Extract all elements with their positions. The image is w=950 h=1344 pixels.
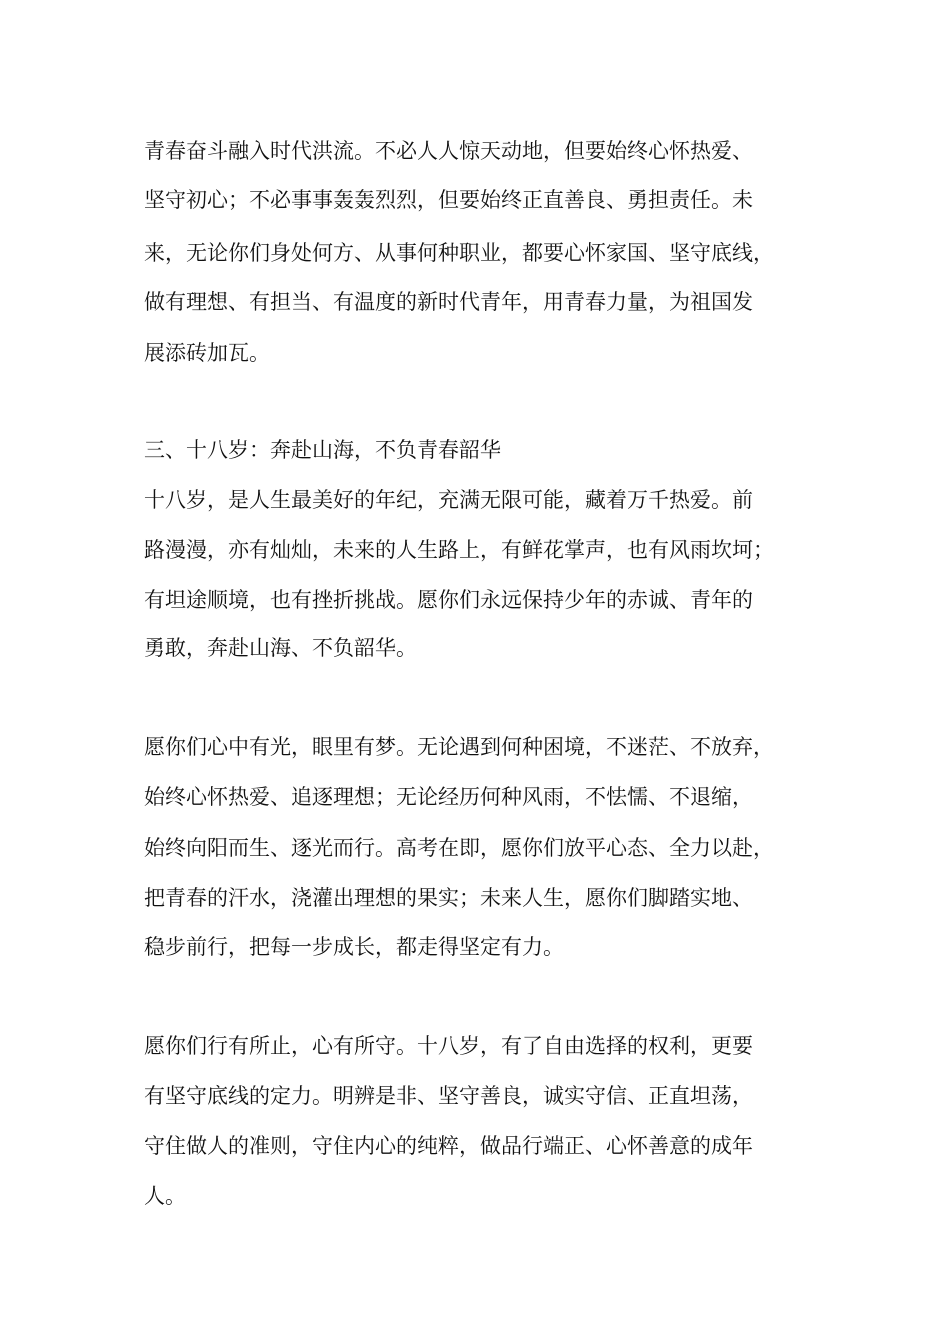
- paragraph-3-line: 始终心怀热爱、追逐理想；无论经历何种风雨，不怯懦、不退缩，: [144, 785, 753, 809]
- paragraph-1-line: 来，无论你们身处何方、从事何种职业，都要心怀家国、坚守底线，: [144, 241, 774, 265]
- section-heading: 三、十八岁：奔赴山海，不负青春韶华: [144, 438, 501, 462]
- paragraph-1-line: 做有理想、有担当、有温度的新时代青年，用青春力量，为祖国发: [144, 290, 753, 314]
- paragraph-2-line: 十八岁，是人生最美好的年纪，充满无限可能，藏着万千热爱。前: [144, 488, 753, 512]
- paragraph-2-line: 路漫漫，亦有灿灿，未来的人生路上，有鲜花掌声，也有风雨坎坷；: [144, 538, 774, 562]
- paragraph-4-line: 守住做人的准则，守住内心的纯粹，做品行端正、心怀善意的成年: [144, 1134, 753, 1158]
- paragraph-3-line: 把青春的汗水，浇灌出理想的果实；未来人生，愿你们脚踏实地、: [144, 886, 753, 910]
- paragraph-3-line: 始终向阳而生、逐光而行。高考在即，愿你们放平心态、全力以赴，: [144, 836, 774, 860]
- paragraph-1-line: 青春奋斗融入时代洪流。不必人人惊天动地，但要始终心怀热爱、: [144, 139, 753, 163]
- paragraph-4-line: 愿你们行有所止，心有所守。十八岁，有了自由选择的权利，更要: [144, 1034, 753, 1058]
- paragraph-2-line: 有坦途顺境，也有挫折挑战。愿你们永远保持少年的赤诚、青年的: [144, 588, 753, 612]
- paragraph-3-line: 稳步前行，把每一步成长，都走得坚定有力。: [144, 935, 564, 959]
- paragraph-1-line: 展添砖加瓦。: [144, 341, 270, 365]
- paragraph-2-line: 勇敢，奔赴山海、不负韶华。: [144, 636, 417, 660]
- paragraph-4-line: 有坚守底线的定力。明辨是非、坚守善良，诚实守信、正直坦荡，: [144, 1084, 753, 1108]
- paragraph-4-line: 人。: [144, 1184, 186, 1208]
- paragraph-1-line: 坚守初心；不必事事轰轰烈烈，但要始终正直善良、勇担责任。未: [144, 188, 753, 212]
- paragraph-3-line: 愿你们心中有光，眼里有梦。无论遇到何种困境，不迷茫、不放弃，: [144, 735, 774, 759]
